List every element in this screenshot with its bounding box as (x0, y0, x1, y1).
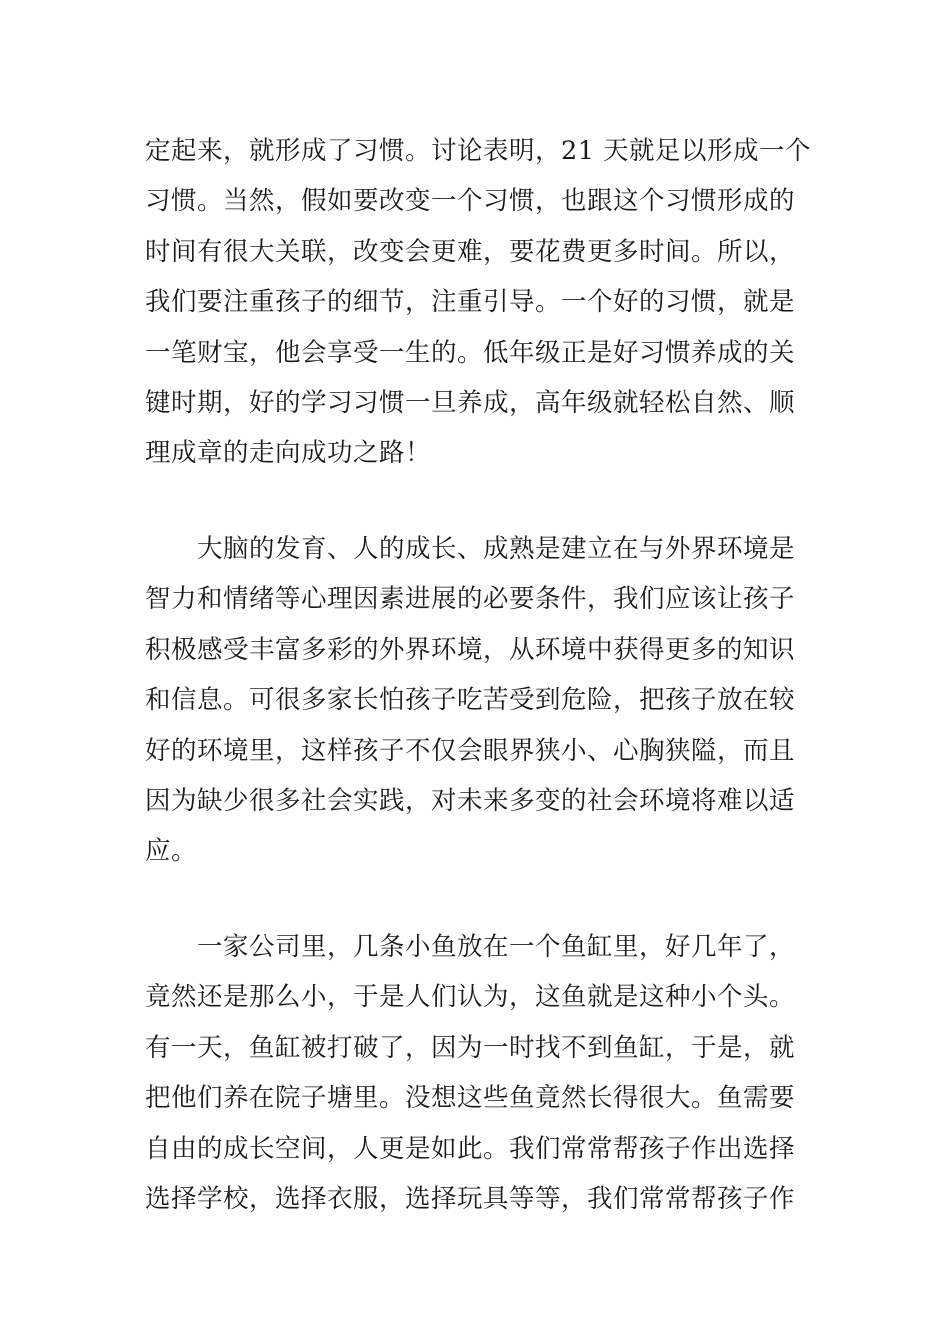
text-line: 选择学校，选择衣服，选择玩具等等，我们常常帮孩子作 (145, 1183, 796, 1214)
text-line: 智力和情绪等心理因素进展的必要条件，我们应该让孩子 (145, 584, 796, 615)
text-line: 因为缺少很多社会实践，对未来多变的社会环境将难以适 (145, 785, 796, 816)
text-line: 把他们养在院子塘里。没想这些鱼竟然长得很大。鱼需要 (145, 1083, 796, 1114)
text-line: 时间有很大关联，改变会更难，要花费更多时间。所以， (145, 236, 796, 267)
text-line: 理成章的走向成功之路！ (145, 438, 432, 469)
text-line: 有一天，鱼缸被打破了，因为一时找不到鱼缸，于是，就 (145, 1032, 796, 1063)
text-line: 和信息。可很多家长怕孩子吃苦受到危险，把孩子放在较 (145, 685, 796, 716)
text-line: 积极感受丰富多彩的外界环境，从环境中获得更多的知识 (145, 634, 796, 665)
paragraph-habit (145, 126, 810, 479)
paragraph-environment (145, 524, 810, 877)
text-line: 一笔财宝，他会享受一生的。低年级正是好习惯养成的关 (145, 337, 796, 368)
text-line: 定起来，就形成了习惯。讨论表明，21 天就足以形成一个 (145, 136, 812, 166)
text-line: 应。 (145, 836, 198, 867)
text-line: 我们要注重孩子的细节，注重引导。一个好的习惯，就是 (145, 287, 796, 318)
text-line: 竟然还是那么小，于是人们认为，这鱼就是这种小个头。 (145, 982, 796, 1013)
paragraph-fish-story (145, 922, 810, 1224)
text-line: 键时期，好的学习习惯一旦养成，高年级就轻松自然、顺 (145, 387, 796, 418)
text-line: 自由的成长空间，人更是如此。我们常常帮孩子作出选择 (145, 1133, 796, 1164)
text-line: 好的环境里，这样孩子不仅会眼界狭小、心胸狭隘，而且 (145, 735, 796, 766)
text-line: 大脑的发育、人的成长、成熟是建立在与外界环境是 (145, 534, 796, 564)
text-line: 习惯。当然，假如要改变一个习惯，也跟这个习惯形成的 (145, 186, 796, 217)
text-line: 一家公司里，几条小鱼放在一个鱼缸里，好几年了， (145, 932, 796, 962)
